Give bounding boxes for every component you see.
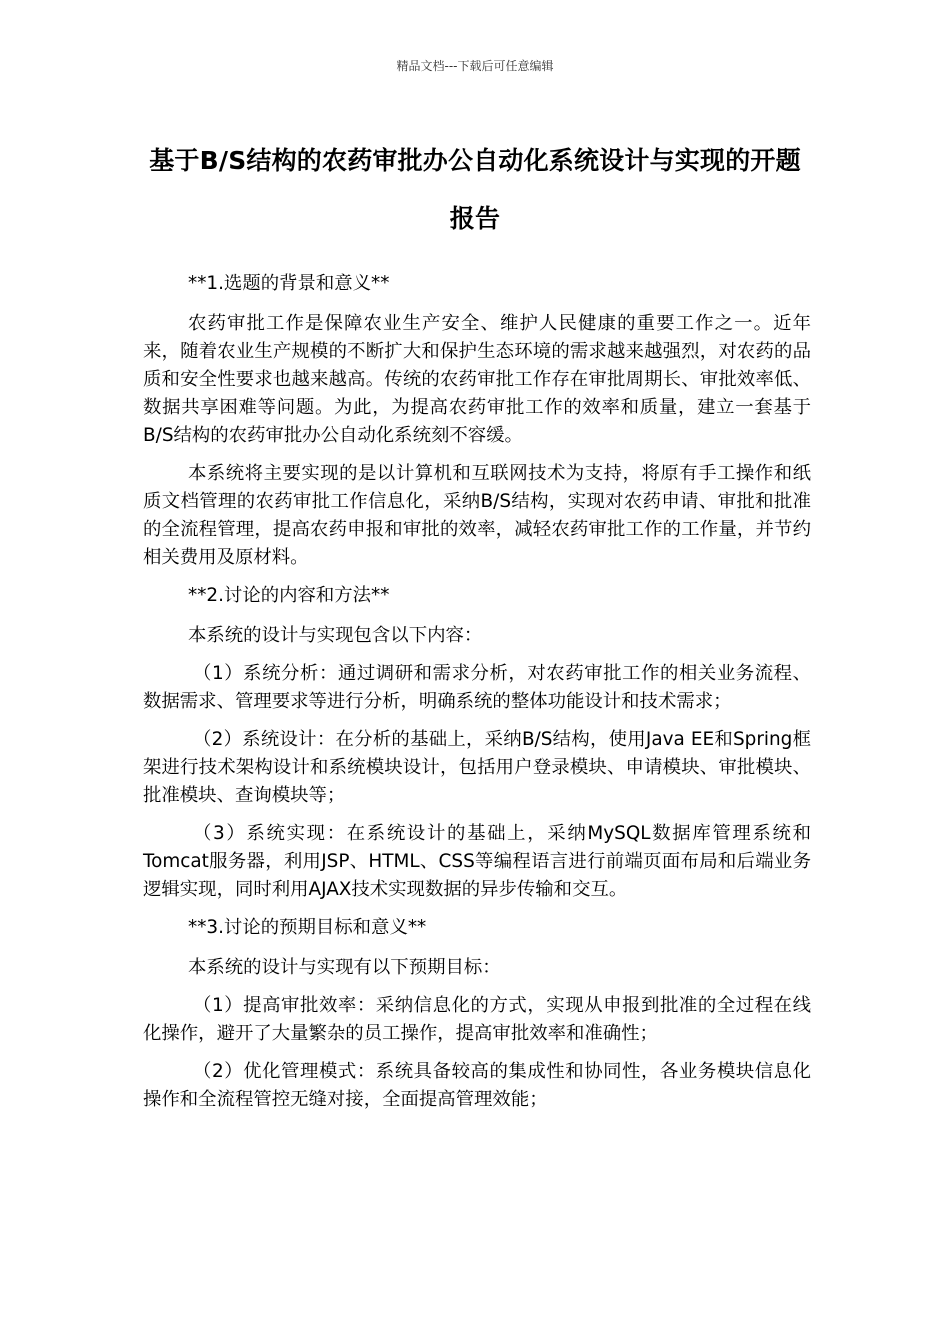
document-body xyxy=(143,270,811,1124)
section-1-heading: **1.选题的背景和意义** xyxy=(188,273,390,294)
section-3-item-2: （2）优化管理模式：系统具备较高的集成性和协同性，各业务模块信息化操作和全流程管控无缝对接，全面提高管理效能； xyxy=(143,1061,811,1110)
section-2-item-3: （3）系统实现：在系统设计的基础上，采纳MySQL数据库管理系统和Tomcat服务器，利用JSP、HTML、CSS等编程语言进行前端页面布局和后端业务逻辑实现，同时利用AJAX技术实现数据的异步传输和交互。 xyxy=(143,823,811,900)
section-3-item-1: （1）提高审批效率：采纳信息化的方式，实现从申报到批准的全过程在线化操作，避开了大量繁杂的员工操作，提高审批效率和准确性； xyxy=(143,995,811,1044)
section-3-intro: 本系统的设计与实现有以下预期目标： xyxy=(188,957,501,978)
section-1-paragraph-2: 本系统将主要实现的是以计算机和互联网技术为支持，将原有手工操作和纸质文档管理的农药审批工作信息化，采纳B/S结构，实现对农药申请、审批和批准的全流程管理，提高农药申报和审批的效率，减轻农药审批工作的工作量，并节约相关费用及原材料。 xyxy=(143,463,811,568)
document-title: 基于B/S结构的农药审批办公自动化系统设计与实现的开题报告 xyxy=(149,146,801,233)
section-1-paragraph-1: 农药审批工作是保障农业生产安全、维护人民健康的重要工作之一。近年来，随着农业生产规模的不断扩大和保护生态环境的需求越来越强烈，对农药的品质和安全性要求也越来越高。传统的农药审批工作存在审批周期长、审批效率低、数据共享困难等问题。为此，为提高农药审批工作的效率和质量，建立一套基于B/S结构的农药审批办公自动化系统刻不容缓。 xyxy=(143,313,811,446)
section-2-item-1: （1）系统分析：通过调研和需求分析，对农药审批工作的相关业务流程、数据需求、管理要求等进行分析，明确系统的整体功能设计和技术需求； xyxy=(143,663,811,712)
page-header: 精品文档---下载后可任意编辑 xyxy=(396,59,554,73)
section-2-intro: 本系统的设计与实现包含以下内容： xyxy=(188,625,483,646)
section-3-heading: **3.讨论的预期目标和意义** xyxy=(188,917,427,938)
section-2-heading: **2.讨论的内容和方法** xyxy=(188,585,390,606)
section-2-item-2: （2）系统设计：在分析的基础上，采纳B/S结构，使用Java EE和Spring框架进行技术架构设计和系统模块设计，包括用户登录模块、申请模块、审批模块、批准模块、查询模块等； xyxy=(143,729,811,806)
